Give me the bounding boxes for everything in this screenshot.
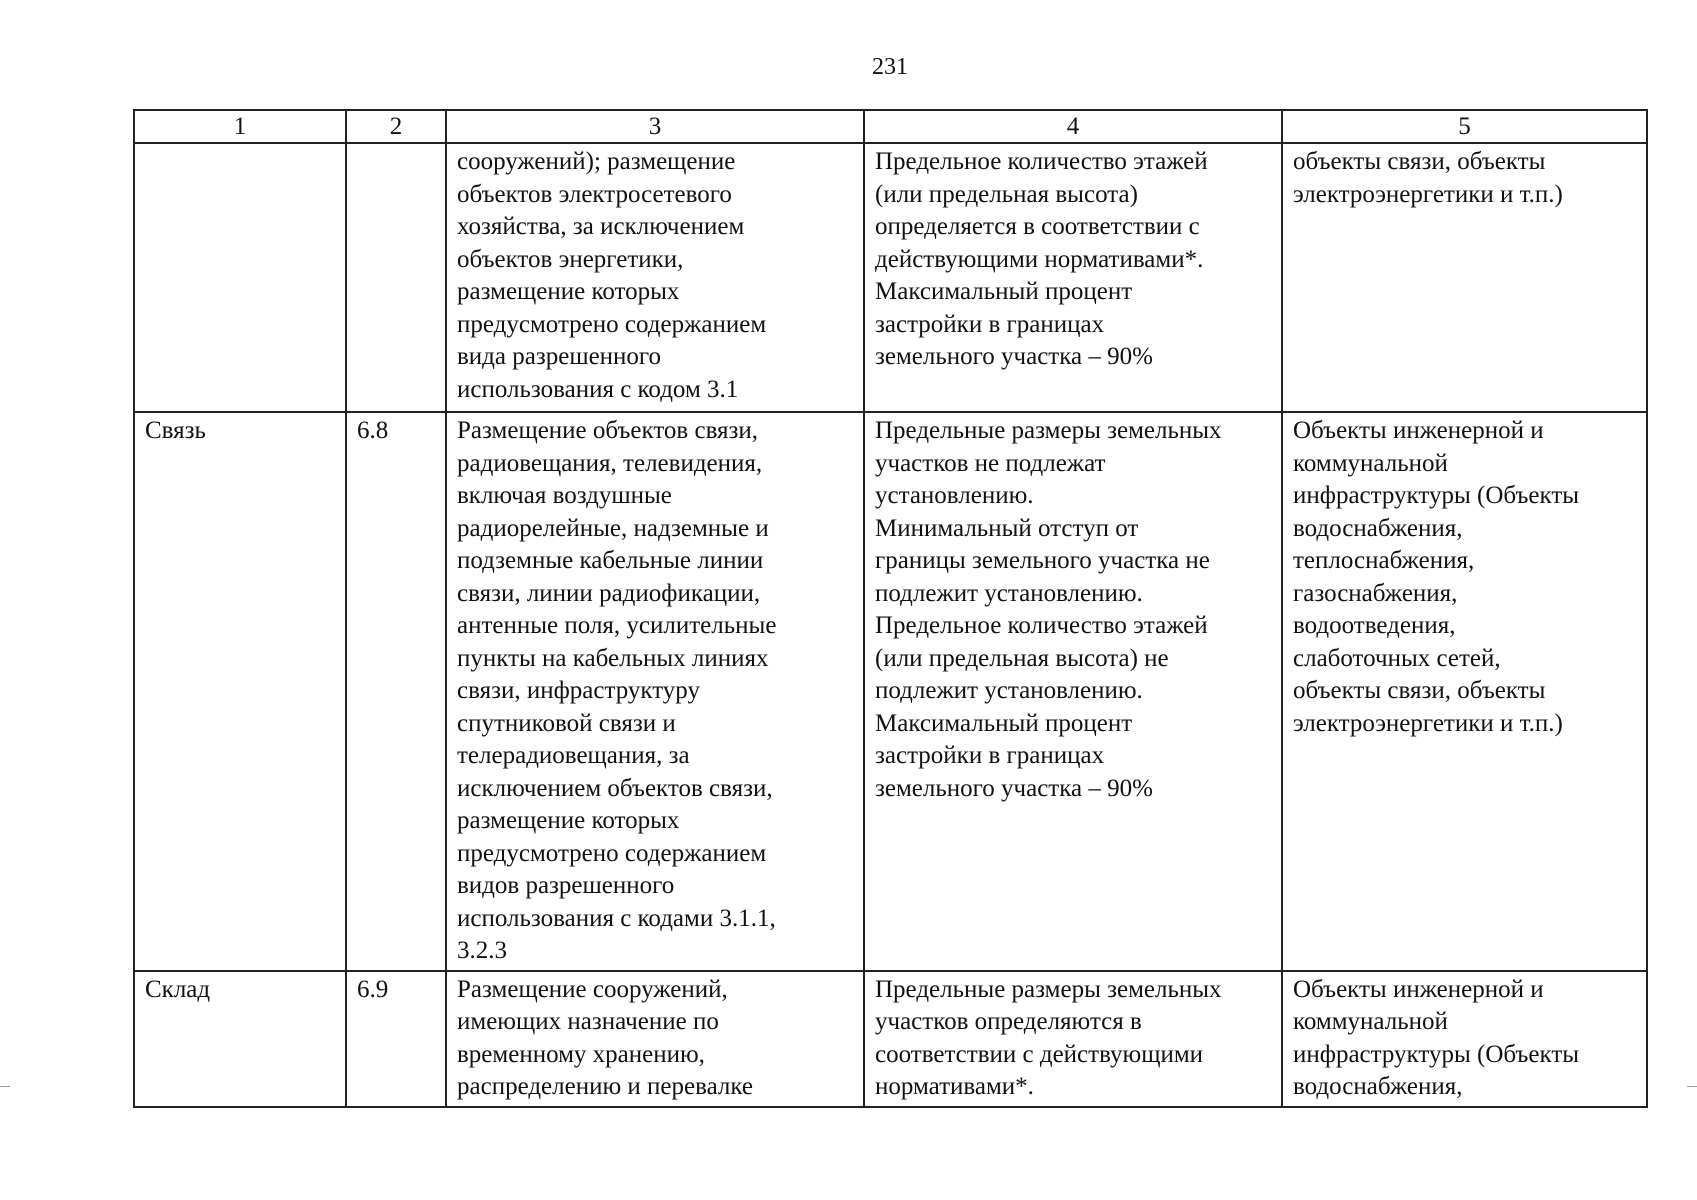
land-use-code-cell: 6.9	[346, 971, 446, 1107]
table-row	[134, 412, 1647, 971]
table-row	[134, 143, 1647, 412]
description-cell: сооружений); размещение объектов электросетевого хозяйства, за исключением объектов энергетики, размещение которых предусмотрено содержанием вида разрешенного использования с кодом 3.1	[446, 143, 864, 412]
description-cell: Размещение сооружений, имеющих назначение по временному хранению, распределению и перевалке	[446, 971, 864, 1107]
header-cell-5: 5	[1282, 110, 1647, 143]
parameters-cell: Предельные размеры земельных участков не подлежат установлению. Минимальный отступ от границы земельного участка не подлежит установлению. Предельное количество этажей (или предельная высота) не подлежит установлению. Максимальный процент застройки в границах земельного участка – 90%	[864, 412, 1282, 971]
land-use-code-cell: 6.8	[346, 412, 446, 971]
header-row	[134, 110, 1647, 143]
table-row	[134, 971, 1647, 1107]
land-use-code-cell	[346, 143, 446, 412]
page-number: 231	[872, 54, 908, 80]
description-cell: Размещение объектов связи, радиовещания, телевидения, включая воздушные радиорелейные, надземные и подземные кабельные линии связи, линии радиофикации, антенные поля, усилительные пункты на кабельных линиях связи, инфраструктуру спутниковой связи и телерадиовещания, за исключением объектов связи, размещение которых предусмотрено содержанием видов разрешенного использования с кодами 3.1.1, 3.2.3	[446, 412, 864, 971]
header-cell-3: 3	[446, 110, 864, 143]
land-use-name-cell: Склад	[134, 971, 346, 1107]
auxiliary-cell: Объекты инженерной и коммунальной инфраструктуры (Объекты водоснабжения, теплоснабжения, газоснабжения, водоотведения, слаботочных сетей, объекты связи, объекты электроэнергетики и т.п.)	[1282, 412, 1647, 971]
parameters-cell: Предельные размеры земельных участков определяются в соответствии с действующими нормативами*.	[864, 971, 1282, 1107]
scan-edge-mark-right	[1687, 1086, 1697, 1087]
zoning-table	[133, 109, 1648, 1108]
auxiliary-cell: объекты связи, объекты электроэнергетики и т.п.)	[1282, 143, 1647, 412]
header-cell-4: 4	[864, 110, 1282, 143]
scan-edge-mark-left	[0, 1086, 10, 1087]
parameters-cell: Предельное количество этажей (или предельная высота) определяется в соответствии с действующими нормативами*. Максимальный процент застройки в границах земельного участка – 90%	[864, 143, 1282, 412]
auxiliary-cell: Объекты инженерной и коммунальной инфраструктуры (Объекты водоснабжения,	[1282, 971, 1647, 1107]
header-cell-1: 1	[134, 110, 346, 143]
land-use-name-cell: Связь	[134, 412, 346, 971]
header-cell-2: 2	[346, 110, 446, 143]
land-use-name-cell	[134, 143, 346, 412]
